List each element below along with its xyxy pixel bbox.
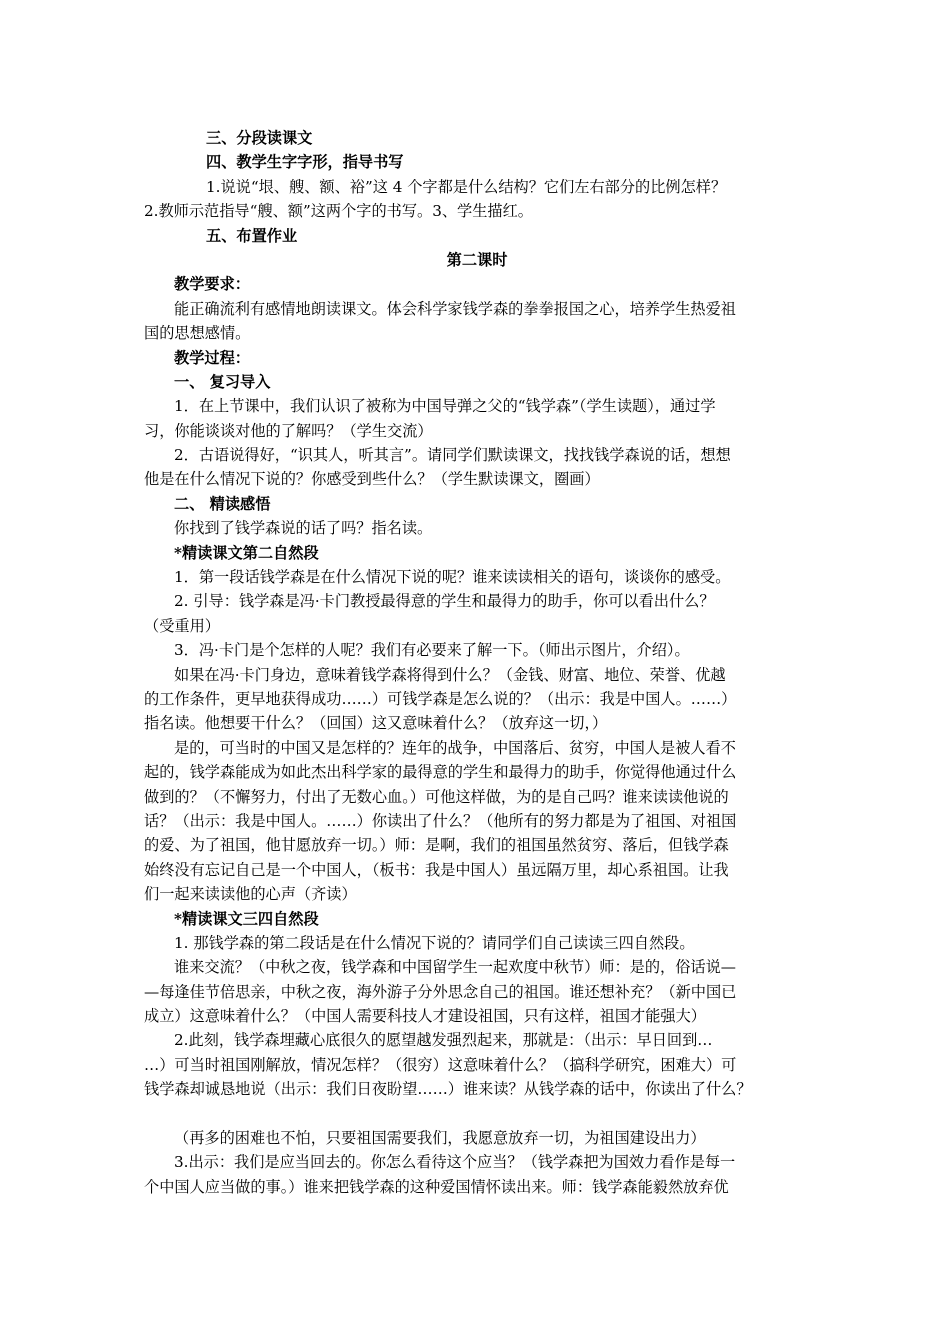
paragraph-line: …）可当时祖国刚解放，情况怎样？（很穷）这意味着什么？（搞科学研究，困难大）可 — [144, 1055, 737, 1074]
paragraph-line: 做到的？（不懈努力，付出了无数心血。）可他这样做，为的是自己吗？谁来读读他说的 — [144, 787, 729, 806]
paragraph-line: 始终没有忘记自己是一个中国人，（板书：我是中国人）虽远隔万里，却心系祖国。让我 — [144, 860, 729, 879]
paragraph-line: 2．古语说得好，“识其人，听其言”。请同学们默读课文，找找钱学森说的话，想想 — [174, 446, 731, 465]
paragraph-line: 个中国人应当做的事。）谁来把钱学森的这种爱国情怀读出来。师：钱学森能毅然放弃优 — [144, 1177, 729, 1196]
paragraph-line: 如果在冯·卡门身边，意味着钱学森将得到什么？（金钱、财富、地位、荣誉、优越 — [174, 665, 726, 684]
paragraph-line: 的爱、为了祖国，他甘愿放弃一切。）师：是啊，我们的祖国虽然贫穷、落后，但钱学森 — [144, 836, 729, 855]
paragraph-line: 是的，可当时的中国又是怎样的？连年的战争，中国落后、贫穷，中国人是被人看不 — [174, 738, 736, 757]
paragraph-line: 的工作条件，更早地获得成功……）可钱学森是怎么说的？（出示：我是中国人。……） — [144, 689, 737, 708]
paragraph-line: 们一起来读读他的心声（齐读） — [144, 885, 357, 904]
subheading: 教学过程： — [174, 348, 250, 367]
paragraph-line: 你找到了钱学森说的话了吗？指名读。 — [174, 519, 433, 538]
paragraph-line: 2.此刻，钱学森埋藏心底很久的愿望越发强烈起来，那就是：（出示：早日回到… — [174, 1031, 713, 1050]
paragraph-line: 3.出示：我们是应当回去的。你怎么看待这个应当？（钱学森把为国效力看作是每一 — [174, 1153, 736, 1172]
subheading: *精读课文第二自然段 — [174, 543, 319, 562]
paragraph-line: 起的，钱学森能成为如此杰出科学家的最得意的学生和最得力的助手，你觉得他通过什么 — [144, 763, 737, 782]
paragraph-line: 2.教师示范指导“艘、额”这两个字的书写。3、学生描红。 — [144, 202, 533, 221]
paragraph-line: 1.说说“垠、艘、额、裕”这 4 个字都是什么结构？它们左右部分的比例怎样？ — [206, 177, 727, 196]
subheading: *精读课文三四自然段 — [174, 909, 319, 928]
paragraph-line: 能正确流利有感情地朗读课文。体会科学家钱学森的拳拳报国之心，培养学生热爱祖 — [174, 299, 736, 318]
paragraph-line: —每逢佳节倍思亲，中秋之夜，海外游子分外思念自己的祖国。谁还想补充？（新中国已 — [144, 982, 737, 1001]
paragraph-line: 2. 引导：钱学森是冯·卡门教授最得意的学生和最得力的助手，你可以看出什么？ — [174, 592, 715, 611]
section-heading: 四、教学生字字形，指导书写 — [206, 153, 404, 172]
section-heading: 二、 精读感悟 — [174, 494, 271, 513]
blank-line — [144, 1102, 810, 1126]
section-heading: 一、 复习导入 — [174, 372, 271, 391]
paragraph-line: 谁来交流？（中秋之夜，钱学森和中国留学生一起欢度中秋节）师：是的，俗话说— — [174, 958, 736, 977]
paragraph-line: （再多的困难也不怕，只要祖国需要我们，我愿意放弃一切，为祖国建设出力） — [174, 1129, 706, 1148]
paragraph-line: （受重用） — [144, 616, 220, 635]
paragraph-line: 话？（出示：我是中国人。……）你读出了什么？（他所有的努力都是为了祖国、对祖国 — [144, 811, 737, 830]
section-heading: 五、布置作业 — [206, 226, 298, 245]
subheading: 教学要求： — [174, 275, 250, 294]
paragraph-line: 国的思想感情。 — [144, 324, 251, 343]
paragraph-line: 1．第一段话钱学森是在什么情况下说的呢？谁来读读相关的语句，谈谈你的感受。 — [174, 568, 731, 587]
paragraph-line: 指名读。他想要干什么？（回国）这又意味着什么？（放弃这一切，） — [144, 714, 608, 733]
paragraph-line: 成立）这意味着什么？（中国人需要科技人才建设祖国，只有这样，祖国才能强大） — [144, 1007, 706, 1026]
document-body — [144, 126, 810, 1199]
paragraph-line: 他是在什么情况下说的？你感受到些什么？（学生默读课文，圈画） — [144, 470, 600, 489]
paragraph-line: 1．在上节课中，我们认识了被称为中国导弹之父的“钱学森”（学生读题），通过学 — [174, 397, 716, 416]
section-heading: 三、分段读课文 — [206, 129, 313, 147]
paragraph-line: 钱学森却诚恳地说（出示：我们日夜盼望……）谁来读？从钱学森的话中，你读出了什么？ — [144, 1080, 752, 1099]
lesson-title: 第二课时 — [446, 250, 508, 269]
paragraph-line: 习，你能谈谈对他的了解吗？（学生交流） — [144, 421, 433, 440]
paragraph-line: 3．冯·卡门是个怎样的人呢？我们有必要来了解一下。（师出示图片，介绍）。 — [174, 641, 690, 660]
paragraph-line: 1. 那钱学森的第二段话是在什么情况下说的？请同学们自己读读三四自然段。 — [174, 933, 695, 952]
